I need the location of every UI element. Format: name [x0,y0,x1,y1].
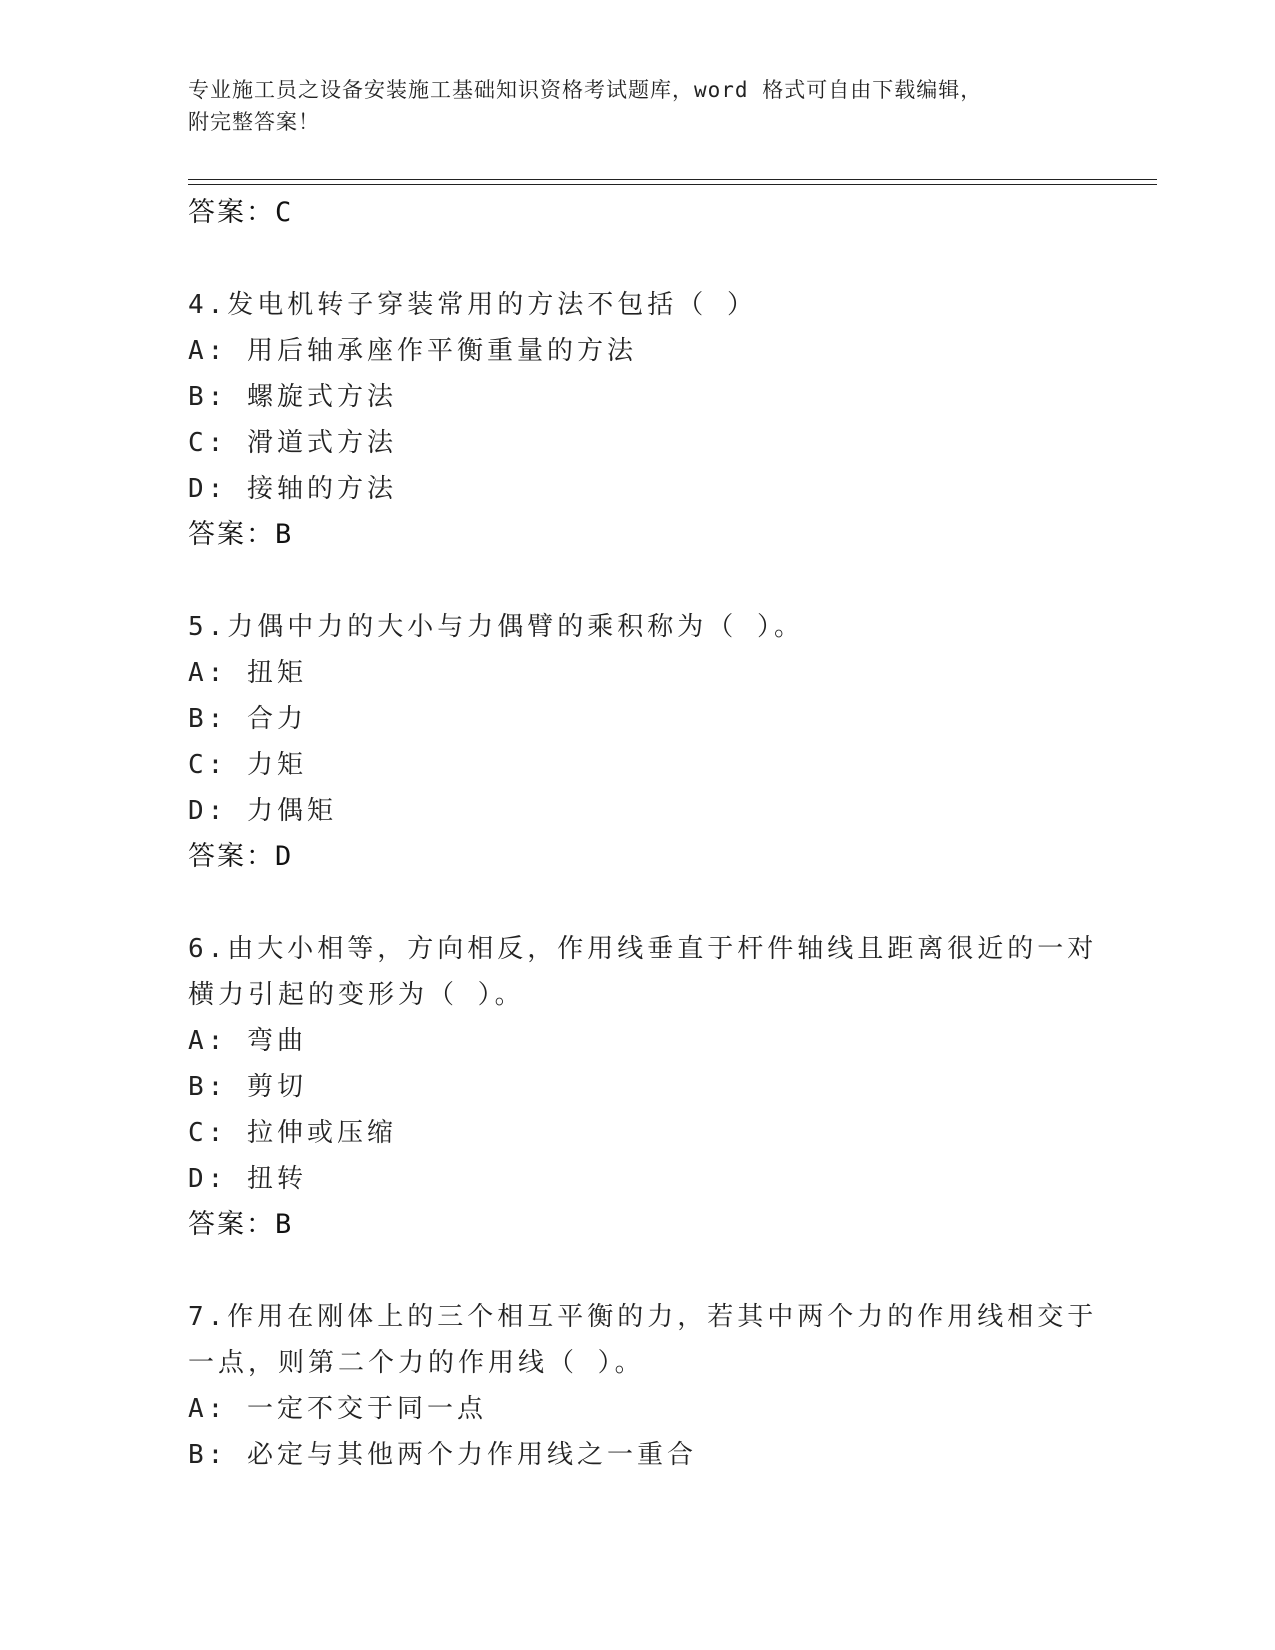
document-header [188,74,1068,138]
answer-value: B [275,1209,294,1240]
answer-line-q3 [188,190,1088,236]
option-c: C: 拉伸或压缩 [188,1118,397,1148]
question-stem-line-2: 横力引起的变形为（ ）。 [188,980,525,1010]
question-6 [188,926,1098,1248]
spacer [188,558,1088,604]
answer-prefix: 答案： [188,841,275,872]
option-c: C: 力矩 [188,750,307,780]
option-b: B: 必定与其他两个力作用线之一重合 [188,1440,697,1470]
option-a: A: 弯曲 [188,1026,307,1056]
spacer [188,236,1088,282]
option-a: A: 扭矩 [188,658,307,688]
answer-value: D [275,841,294,872]
question-stem: 4.发电机转子穿装常用的方法不包括（ ） [188,290,757,320]
question-stem-line-2: 一点，则第二个力的作用线（ ）。 [188,1348,645,1378]
header-divider-top [188,179,1157,180]
question-stem: 5.力偶中力的大小与力偶臂的乘积称为（ ）。 [188,612,804,642]
document-body [188,190,1098,1478]
answer-value: C [275,197,294,228]
answer-prefix: 答案： [188,197,275,228]
question-stem-line-1: 6.由大小相等，方向相反，作用线垂直于杆件轴线且距离很近的一对 [188,934,1098,964]
option-b: B: 剪切 [188,1072,307,1102]
option-c: C: 滑道式方法 [188,428,397,458]
option-d: D: 扭转 [188,1164,307,1194]
question-7 [188,1294,1098,1478]
question-stem-line-1: 7.作用在刚体上的三个相互平衡的力，若其中两个力的作用线相交于 [188,1302,1098,1332]
spacer [188,880,1088,926]
option-a: A: 用后轴承座作平衡重量的方法 [188,336,637,366]
spacer [188,1248,1088,1294]
question-4 [188,282,1088,558]
answer-line [188,834,1088,880]
answer-line [188,512,1088,558]
answer-value: B [275,519,294,550]
option-a: A: 一定不交于同一点 [188,1394,487,1424]
header-line-2: 附完整答案！ [188,110,320,134]
option-d: D: 接轴的方法 [188,474,397,504]
answer-prefix: 答案： [188,519,275,550]
answer-line [188,1202,1088,1248]
header-divider-bottom [188,184,1157,185]
question-5 [188,604,1088,880]
option-b: B: 螺旋式方法 [188,382,397,412]
option-d: D: 力偶矩 [188,796,337,826]
option-b: B: 合力 [188,704,307,734]
answer-prefix: 答案： [188,1209,275,1240]
header-line-1: 专业施工员之设备安装施工基础知识资格考试题库，word 格式可自由下载编辑， [188,78,983,102]
